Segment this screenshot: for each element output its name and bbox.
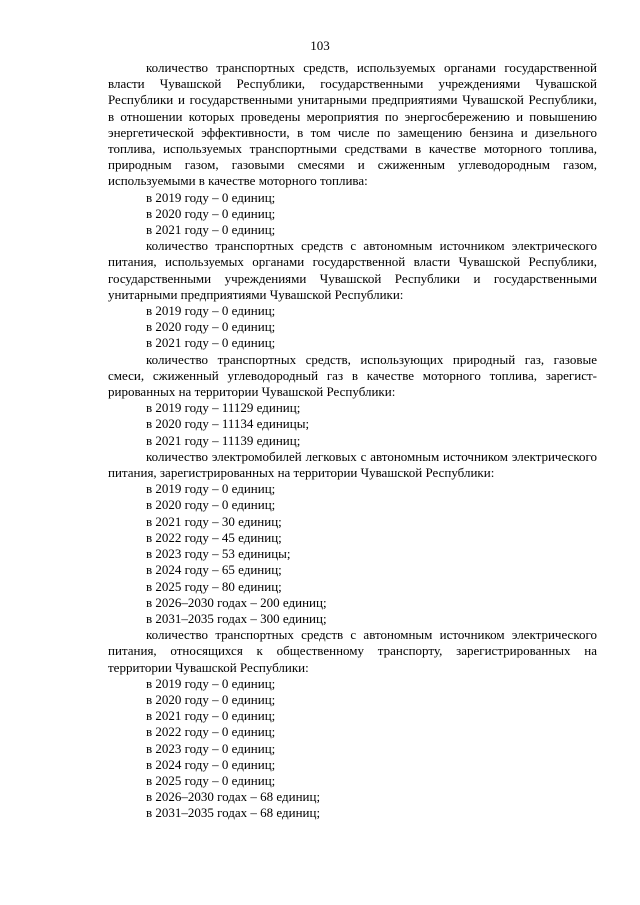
- list-item: в 2025 году – 0 единиц;: [146, 772, 276, 788]
- list-item: в 2019 году – 11129 единиц;: [146, 400, 301, 416]
- list-item: в 2020 году – 0 единиц;: [146, 205, 276, 221]
- paragraph: количество электромобилей легковых с автономным источником электрического питания, зарегистрированных на территории Чувашской Республики:: [108, 448, 597, 481]
- list-item: в 2024 году – 65 единиц;: [146, 562, 282, 578]
- page-number: 103: [310, 38, 330, 53]
- list-item: в 2021 году – 30 единиц;: [146, 513, 282, 529]
- list-item: в 2031–2035 годах – 68 единиц;: [146, 805, 321, 821]
- list-item: в 2026–2030 годах – 200 единиц;: [146, 594, 327, 610]
- list-item: в 2019 году – 0 единиц;: [146, 189, 276, 205]
- list-item: в 2020 году – 0 единиц;: [146, 497, 276, 513]
- list-item: в 2021 году – 11139 единиц;: [146, 432, 301, 448]
- list-item: в 2023 году – 0 единиц;: [146, 740, 276, 756]
- paragraph: количество транспортных средств с автономным источником электрического питания, относящихся к общественному транспорту, зарегистрированных на территории Чувашской Республики:: [108, 627, 597, 675]
- document-body: [108, 60, 597, 822]
- list-item: в 2021 году – 0 единиц;: [146, 335, 276, 351]
- list-item: в 2022 году – 45 единиц;: [146, 529, 282, 545]
- paragraph: количество транспортных средств, использующих природный газ, газовые смеси, сжиженный углеводородный газ в качестве моторного топлива, зарегистрированных на территории Чувашской Республики:: [108, 351, 597, 400]
- list-item: в 2019 году – 0 единиц;: [146, 303, 276, 319]
- list-item: в 2031–2035 годах – 300 единиц;: [146, 610, 327, 626]
- list-item: в 2020 году – 0 единиц;: [146, 691, 276, 707]
- list-item: в 2024 году – 0 единиц;: [146, 756, 276, 772]
- paragraph: количество транспортных средств с автономным источником электрического питания, используемых органами государственной власти Чувашской Республики, государственными учреждениями Чувашской Республики и государственными унитарными предприятиями Чувашской Республики:: [108, 238, 597, 302]
- paragraph: количество транспортных средств, используемых органами государственной власти Чувашской Республики, государственными учреждениями Чувашской Республики и государственными унитарными предприятиями Чувашской Республики, в отношении которых проведены мероприятия по энергосбережению и повышению энергетической эффективности, в том числе по замещению бензина и дизельного топлива, используемых транспортными средствами в качестве моторного топлива, природным газом, газовыми смесями и сжиженным углеводородным газом, используемыми в качестве моторного топлива:: [108, 60, 597, 189]
- list-item: в 2025 году – 80 единиц;: [146, 578, 282, 594]
- list-item: в 2023 году – 53 единицы;: [146, 546, 291, 562]
- list-item: в 2020 году – 11134 единицы;: [146, 416, 310, 432]
- list-item: в 2019 году – 0 единиц;: [146, 481, 276, 497]
- list-item: в 2019 году – 0 единиц;: [146, 675, 276, 691]
- list-item: в 2021 году – 0 единиц;: [146, 222, 276, 238]
- list-item: в 2021 году – 0 единиц;: [146, 708, 276, 724]
- list-item: в 2020 году – 0 единиц;: [146, 319, 276, 335]
- list-item: в 2026–2030 годах – 68 единиц;: [146, 789, 321, 805]
- list-item: в 2022 году – 0 единиц;: [146, 724, 276, 740]
